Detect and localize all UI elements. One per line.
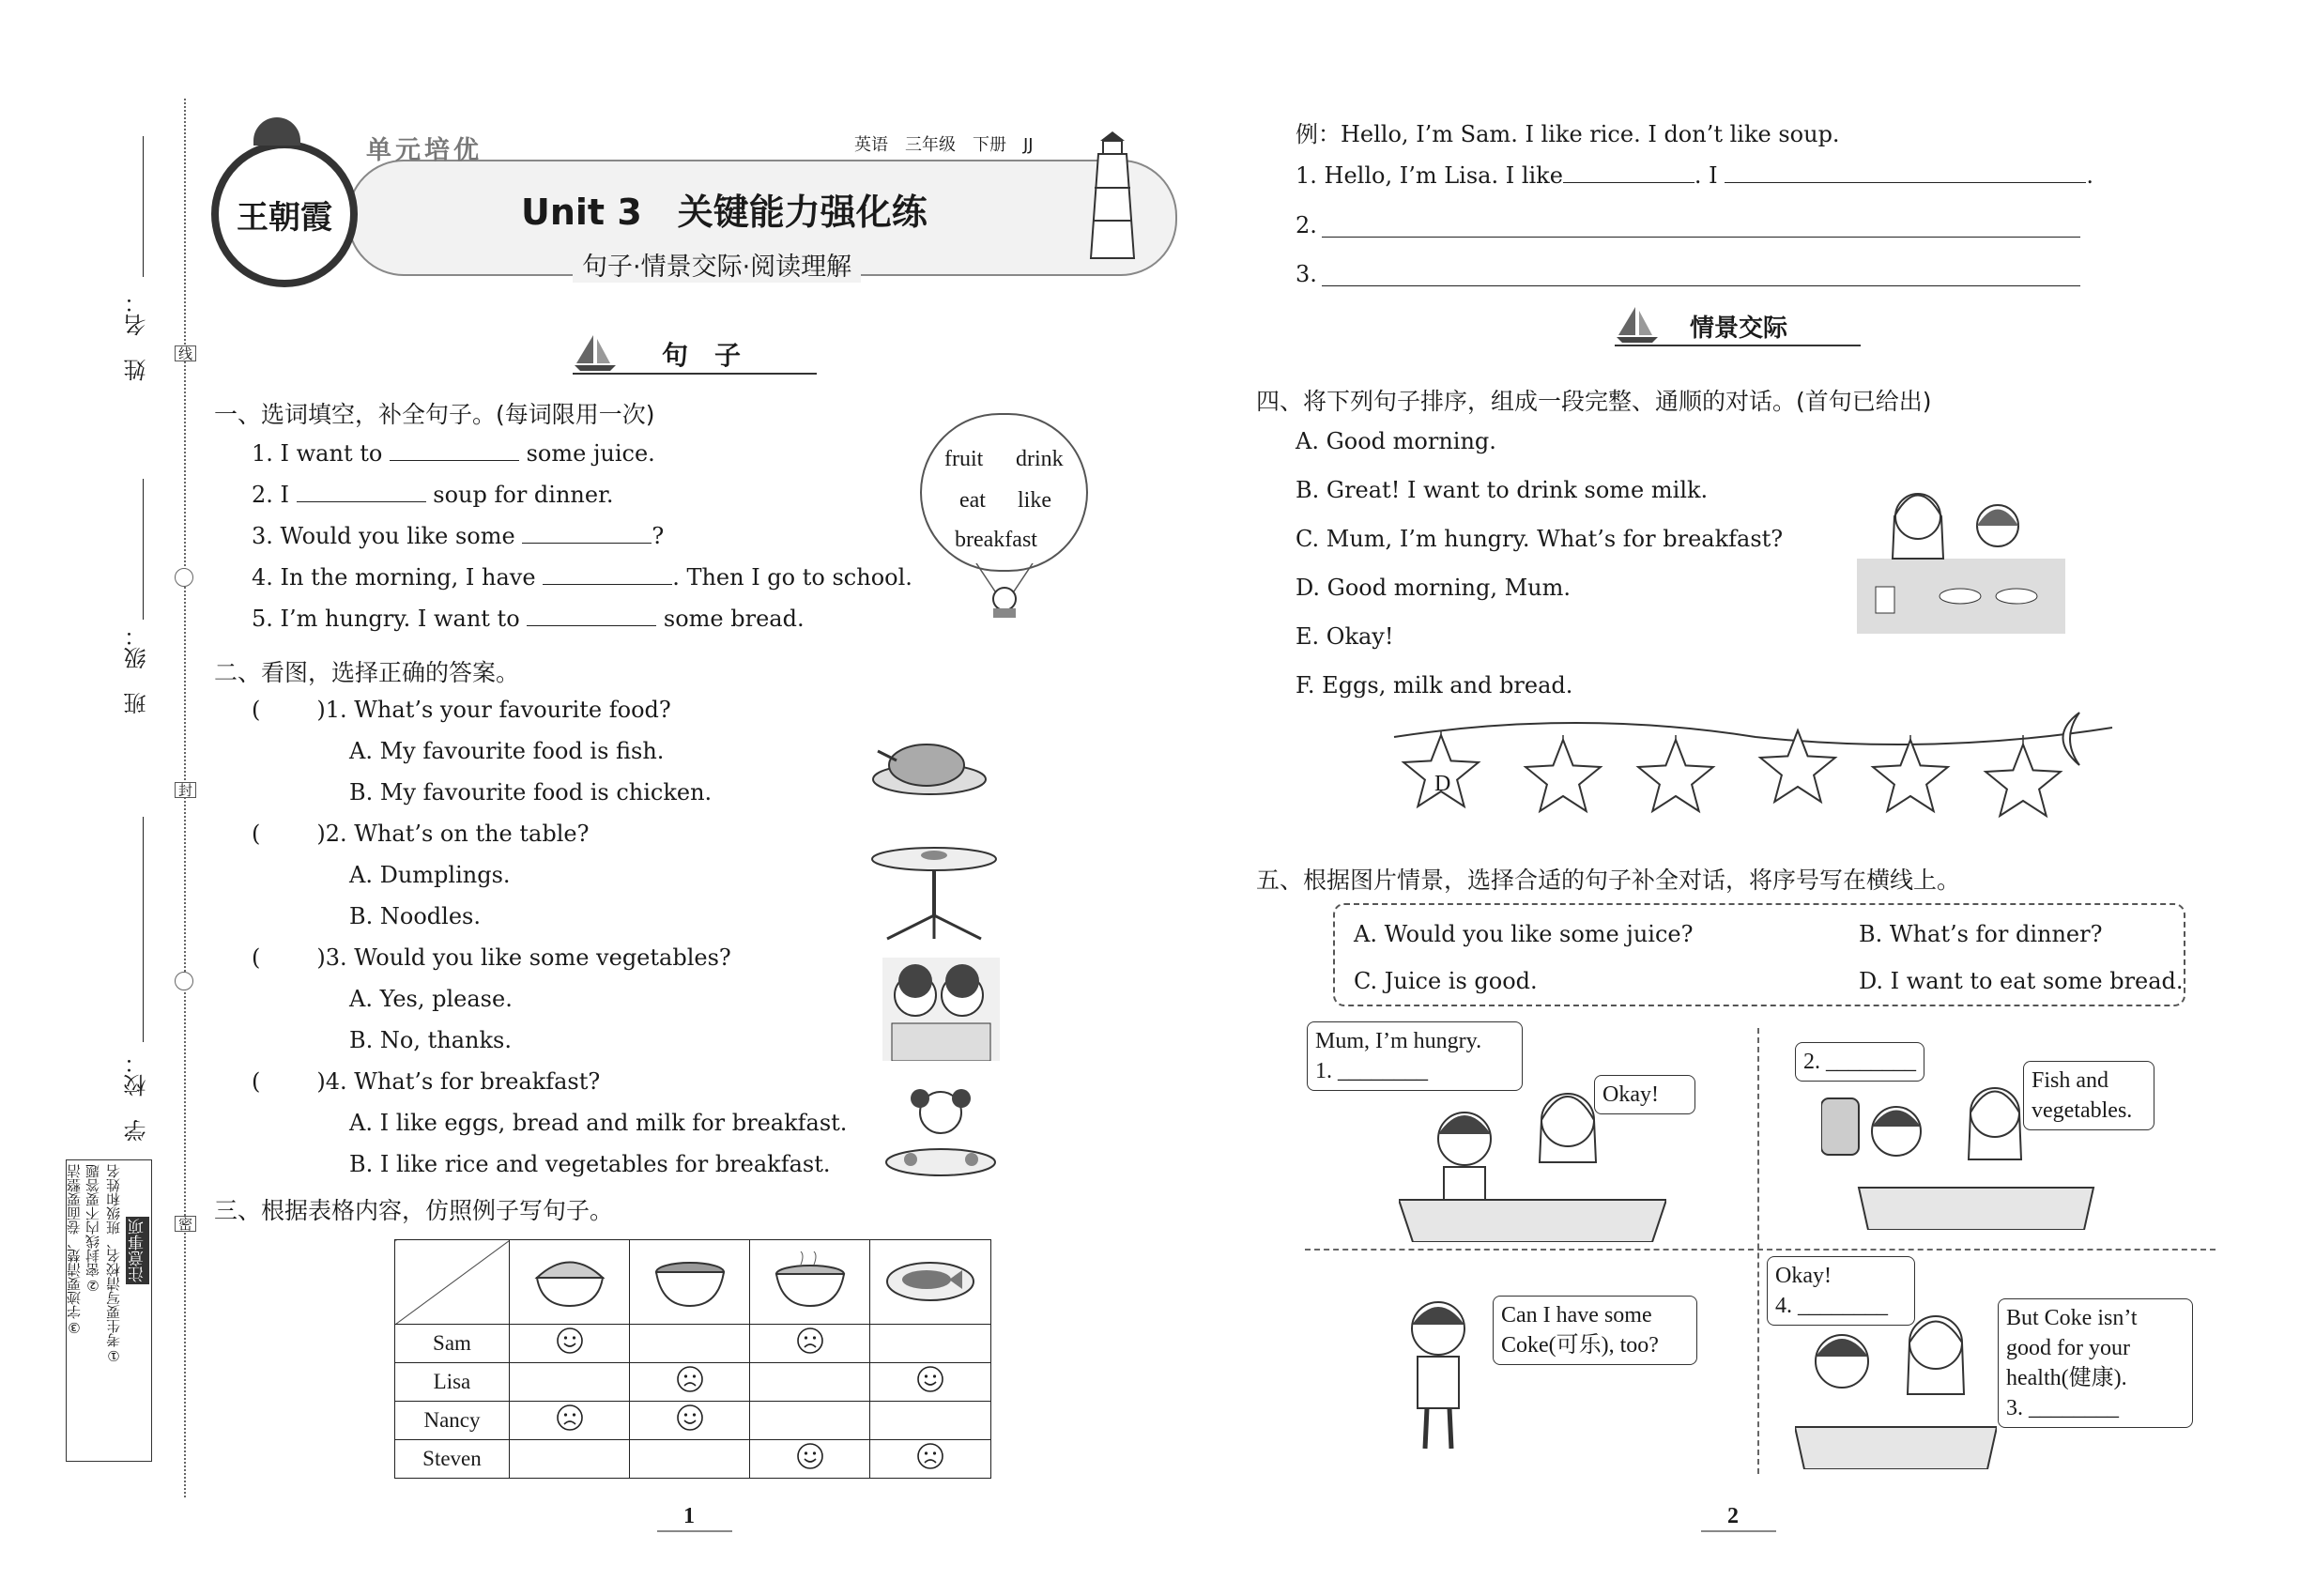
paren: ( — [252, 1068, 261, 1095]
rice-bowl-icon — [532, 1251, 607, 1308]
paren: ( — [252, 944, 261, 971]
badge: 单元培优 — [366, 136, 483, 165]
q1-item-text: 2. I — [252, 482, 297, 508]
name-label: 姓 名： — [124, 291, 150, 381]
q5-title: 五、根据图片情景，选择合适的句子补全对话，将序号写在横线上。 — [1256, 867, 1961, 894]
option-d: D. I want to eat some bread. — [1859, 968, 2184, 994]
q3-line-2-label: 2. — [1296, 212, 1317, 238]
happy-face-icon — [916, 1365, 944, 1393]
panel-divider-v — [1757, 1028, 1759, 1474]
boy-backpack-mom-icon — [1821, 1080, 2103, 1230]
q1-item-3 — [252, 522, 664, 550]
note-3: ③字迹要清楚、卷面要整洁 — [66, 1164, 83, 1336]
option-b: B. What’s for dinner? — [1859, 921, 2103, 947]
happy-face-icon — [676, 1404, 704, 1432]
table-row — [395, 1325, 991, 1363]
fish-plate-icon — [883, 1251, 977, 1308]
q1-item-text: 3. Would you like some — [252, 523, 523, 549]
p4-reply-1: But Coke isn’t — [2006, 1306, 2138, 1330]
class-label: 班 级： — [124, 624, 150, 714]
p4-reply-2: good for your — [2006, 1336, 2130, 1360]
note-2: ②密封线内不要答题 — [84, 1164, 101, 1294]
row-name: Steven — [395, 1440, 510, 1479]
word-5: breakfast — [955, 528, 1037, 552]
q2-q1 — [252, 696, 671, 724]
girl-breakfast-icon — [882, 1080, 1000, 1183]
q2-question: )4. What’s for breakfast? — [316, 1068, 601, 1095]
school-field[interactable] — [143, 817, 144, 1042]
table-cell — [870, 1402, 991, 1440]
section-title-dialog: 情景交际 — [1690, 315, 1788, 343]
cut-label-2: 封 — [175, 782, 196, 798]
word-1: fruit — [944, 447, 984, 471]
noodle-bowl-icon — [652, 1251, 728, 1308]
q1-item-text: . Then I go to school. — [672, 564, 912, 591]
table-cell — [509, 1363, 629, 1402]
q2-q3-b: B. No, thanks. — [349, 1027, 512, 1053]
table-corner — [395, 1240, 510, 1325]
word-4: like — [1018, 488, 1051, 513]
p4-reply-3: health(健康). — [2006, 1366, 2127, 1390]
lighthouse-icon — [1080, 131, 1145, 263]
q2-q2 — [252, 820, 589, 848]
p3-line-1: Can I have some — [1501, 1303, 1652, 1327]
q3-line-2[interactable] — [1322, 237, 2080, 238]
q2-q4-b: B. I like rice and vegetables for breakfast. — [349, 1151, 831, 1177]
p2-reply-1: Fish and — [2032, 1068, 2109, 1093]
table-cell — [630, 1402, 750, 1440]
q4-item-c: C. Mum, I’m hungry. What’s for breakfast? — [1296, 526, 1784, 552]
notes-box — [66, 1159, 152, 1462]
q3-blank-1b[interactable] — [1725, 161, 2086, 183]
star-slot-3[interactable] — [1638, 740, 1713, 811]
q3-blank-1a[interactable] — [1563, 161, 1694, 183]
sailboat-icon — [1615, 305, 1660, 343]
col-rice — [509, 1240, 629, 1325]
cut-marker-icon — [175, 568, 193, 587]
q1-blank-4[interactable] — [543, 563, 672, 585]
sad-face-icon — [796, 1327, 824, 1355]
row-name: Sam — [395, 1325, 510, 1363]
q1-item-text: 4. In the morning, I have — [252, 564, 544, 591]
table-row — [395, 1363, 991, 1402]
sailboat-icon — [573, 333, 618, 371]
q2-answer-1[interactable] — [260, 697, 316, 717]
panel-divider-h — [1305, 1249, 2216, 1251]
table-icon — [868, 840, 1000, 944]
page-ornament-right — [1701, 1530, 1776, 1532]
q2-q2-b: B. Noodles. — [349, 903, 481, 929]
star-slot-5[interactable] — [1873, 740, 1948, 811]
option-c: C. Juice is good. — [1354, 968, 1538, 994]
q1-item-text: 1. I want to — [252, 440, 390, 467]
first-sentence-letter: D — [1434, 772, 1451, 796]
page-ornament-left — [657, 1530, 732, 1532]
q2-q3 — [252, 944, 731, 972]
two-girls-icon — [882, 958, 1000, 1061]
q1-item-5 — [252, 605, 805, 633]
table-cell — [630, 1325, 750, 1363]
paren: ( — [252, 821, 261, 847]
sad-face-icon — [916, 1442, 944, 1470]
q1-blank-5[interactable] — [527, 605, 656, 626]
table-row — [395, 1402, 991, 1440]
row-name: Lisa — [395, 1363, 510, 1402]
star-slot-2[interactable] — [1526, 740, 1601, 811]
q2-question: )3. Would you like some vegetables? — [316, 944, 731, 971]
q3-example: 例：Hello, I’m Sam. I like rice. I don’t like soup. — [1296, 121, 1840, 147]
speech-bubble-p4-reply — [1998, 1298, 2193, 1428]
paren: ( — [252, 697, 261, 723]
table-cell — [870, 1440, 991, 1479]
q1-item-text: some juice. — [518, 440, 655, 467]
table-cell — [750, 1325, 870, 1363]
q1-blank-1[interactable] — [390, 439, 519, 461]
col-noodles — [630, 1240, 750, 1325]
col-fish — [870, 1240, 991, 1325]
word-balloon — [920, 413, 1088, 572]
q3-title: 三、根据表格内容，仿照例子写句子。 — [214, 1197, 614, 1224]
speech-bubble-p2 — [1795, 1042, 1924, 1082]
section-header-dialog — [1615, 305, 1861, 346]
logo — [211, 141, 358, 287]
q3-line-text: . — [2086, 162, 2093, 189]
p3-line-2: Coke(可乐), too? — [1501, 1333, 1659, 1358]
cut-label-3: 密 — [175, 1216, 196, 1232]
q1-item-text: soup for dinner. — [425, 482, 614, 508]
q1-item-4 — [252, 563, 912, 591]
page-number-left: 1 — [683, 1504, 695, 1528]
q1-blank-3[interactable] — [522, 522, 652, 544]
name-field[interactable] — [143, 136, 144, 277]
happy-face-icon — [796, 1442, 824, 1470]
cut-marker-icon — [175, 972, 193, 990]
option-a: A. Would you like some juice? — [1354, 921, 1694, 947]
p2-reply-2: vegetables. — [2032, 1098, 2133, 1123]
table-cell — [509, 1440, 629, 1479]
q1-item-2 — [252, 481, 614, 509]
p4-line-2[interactable]: 4. ________ — [1775, 1294, 1888, 1318]
table-cell — [870, 1363, 991, 1402]
q2-answer-4[interactable] — [260, 1068, 316, 1089]
q1-blank-2[interactable] — [297, 481, 426, 502]
p1-line-1: Mum, I’m hungry. — [1315, 1029, 1482, 1053]
q2-answer-2[interactable] — [260, 821, 316, 841]
word-2: drink — [1016, 447, 1064, 471]
q2-q1-b: B. My favourite food is chicken. — [349, 779, 713, 806]
q3-line-1 — [1296, 161, 2093, 190]
page-number-right: 2 — [1727, 1504, 1739, 1528]
table-cell — [870, 1325, 991, 1363]
q4-item-e: E. Okay! — [1296, 623, 1394, 650]
row-name: Nancy — [395, 1402, 510, 1440]
star-garland — [1389, 709, 2122, 840]
p4-reply-4[interactable]: 3. ________ — [2006, 1396, 2119, 1420]
speech-bubble-p3 — [1493, 1296, 1697, 1365]
table-cell — [630, 1363, 750, 1402]
food-preference-table — [394, 1239, 991, 1479]
q2-q4 — [252, 1067, 600, 1096]
table-cell — [750, 1402, 870, 1440]
p4-line-1: Okay! — [1775, 1264, 1832, 1288]
q4-title: 四、将下列句子排序，组成一段完整、通顺的对话。(首句已给出) — [1256, 388, 1932, 415]
star-slot-6[interactable] — [1986, 744, 2061, 816]
q2-q2-a: A. Dumplings. — [349, 862, 511, 888]
q4-item-f: F. Eggs, milk and bread. — [1296, 672, 1573, 698]
q4-item-a: A. Good morning. — [1296, 428, 1496, 454]
q1-title: 一、选词填空，补全句子。(每词限用一次) — [214, 401, 655, 428]
boy-mom-table-icon — [1795, 1310, 1997, 1469]
q3-line-3[interactable] — [1322, 285, 2080, 286]
q2-title: 二、看图，选择正确的答案。 — [214, 659, 520, 686]
table-cell — [750, 1440, 870, 1479]
cut-label-1: 线 — [175, 345, 196, 361]
sad-face-icon — [676, 1365, 704, 1393]
header-meta: 英语 三年级 下册 JJ — [854, 135, 1034, 155]
sad-face-icon — [556, 1404, 584, 1432]
q2-q1-a: A. My favourite food is fish. — [349, 738, 665, 764]
q3-line-text: . I — [1694, 162, 1718, 189]
happy-face-icon — [556, 1327, 584, 1355]
table-cell — [509, 1325, 629, 1363]
p2-line[interactable]: 2. ________ — [1803, 1050, 1916, 1074]
q1-item-text: some bread. — [656, 606, 805, 632]
section-header-sentence — [573, 333, 817, 375]
table-cell — [630, 1440, 750, 1479]
q2-question: )1. What’s your favourite food? — [316, 697, 671, 723]
q1-item-text: 5. I’m hungry. I want to — [252, 606, 528, 632]
q2-q3-a: A. Yes, please. — [349, 986, 513, 1012]
star-slot-4[interactable] — [1760, 730, 1835, 802]
notes-title: 注意事项 — [126, 1217, 149, 1284]
q3-line-text: 1. Hello, I’m Lisa. I like — [1296, 162, 1563, 189]
section-title-sentence: 句 子 — [662, 340, 742, 371]
table-cell — [750, 1363, 870, 1402]
q4-item-d: D. Good morning, Mum. — [1296, 575, 1572, 601]
roast-chicken-icon — [868, 732, 990, 798]
q2-q4-a: A. I like eggs, bread and milk for breakfast. — [349, 1110, 848, 1136]
p1-reply: Okay! — [1602, 1082, 1659, 1107]
logo-text: 王朝霞 — [237, 198, 332, 237]
mother-daughter-breakfast-icon — [1857, 474, 2065, 634]
q3-line-3-label: 3. — [1296, 261, 1317, 287]
table-cell — [509, 1402, 629, 1440]
boy-thinking-icon — [1399, 1291, 1479, 1450]
p1-line-2[interactable]: 1. ________ — [1315, 1059, 1428, 1083]
balloon-basket-icon — [958, 563, 1051, 620]
q4-item-b: B. Great! I want to drink some milk. — [1296, 477, 1709, 503]
school-label: 学 校： — [124, 1051, 150, 1142]
col-soup — [750, 1240, 870, 1325]
page-title: Unit 3 关键能力强化练 — [521, 192, 928, 233]
page-subtitle: 句子·情景交际·阅读理解 — [573, 246, 861, 283]
class-field[interactable] — [143, 479, 144, 620]
q1-item-1 — [252, 439, 655, 468]
note-1: ①考生要写清校名、班级和姓名 — [105, 1164, 122, 1364]
cut-line — [184, 99, 186, 1497]
word-3: eat — [959, 488, 986, 513]
q2-question: )2. What’s on the table? — [316, 821, 590, 847]
logo-crown-icon — [253, 117, 300, 146]
table-row — [395, 1440, 991, 1479]
boy-mom-kitchen-icon — [1399, 1078, 1666, 1242]
soup-bowl-icon — [773, 1251, 848, 1308]
q1-item-text: ? — [652, 523, 665, 549]
q2-answer-3[interactable] — [260, 944, 316, 965]
